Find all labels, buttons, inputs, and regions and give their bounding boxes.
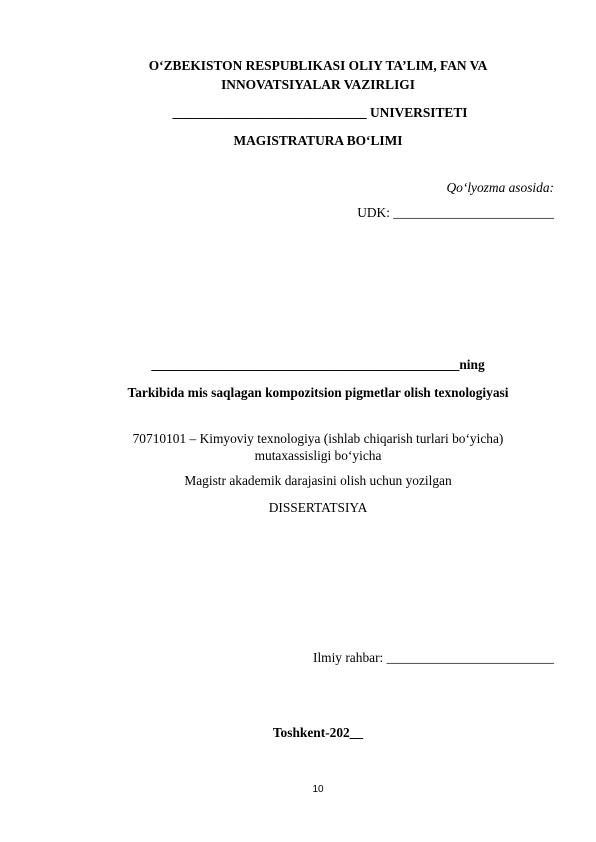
manuscript-note: Qo‘lyozma asosida: <box>446 180 554 195</box>
udk-line: UDK: ________________________ <box>357 205 554 220</box>
page-number: 10 <box>312 784 324 795</box>
author-line: ______________________________________________ning <box>151 357 485 372</box>
ministry-line-1: O‘ZBEKISTON RESPUBLIKASI OLIY TA’LIM, FAN VA <box>148 58 488 73</box>
supervisor-line: Ilmiy rahbar: _________________________ <box>312 650 554 665</box>
city-year: Toshkent-202__ <box>272 725 364 740</box>
document-type: DISSERTATSIYA <box>268 500 368 515</box>
department-title: MAGISTRATURA BO‘LIMI <box>233 133 403 148</box>
university-line: _____________________________ UNIVERSITETI <box>172 105 468 120</box>
specialty-line-1: 70710101 – Kimyoviy texnologiya (ishlab chiqarish turlari bo‘yicha) <box>132 431 504 446</box>
thesis-title: Tarkibida mis saqlagan kompozitsion pigmetlar olish texnologiyasi <box>127 385 509 400</box>
ministry-line-2: INNOVATSIYALAR VAZIRLIGI <box>221 77 415 92</box>
degree-line: Magistr akademik darajasini olish uchun yozilgan <box>184 473 452 488</box>
specialty-line-2: mutaxassisligi bo‘yicha <box>254 448 382 463</box>
